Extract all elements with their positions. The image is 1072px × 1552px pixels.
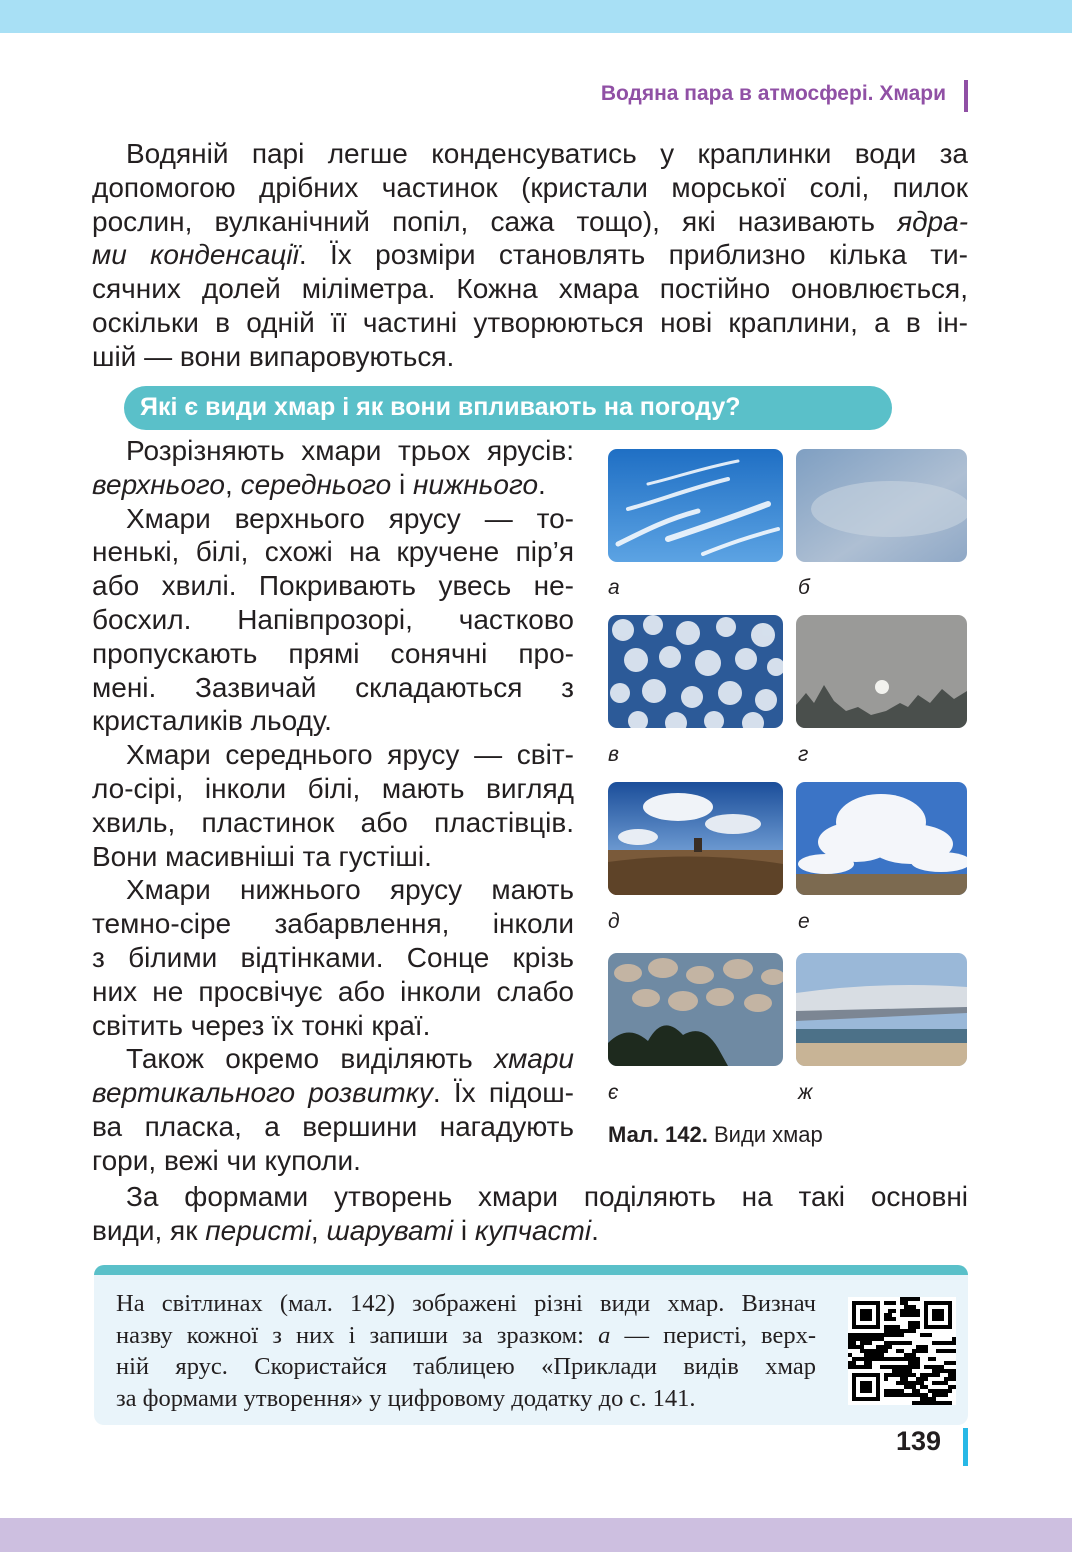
- photo-label-zh: ж: [798, 1081, 813, 1104]
- qr-code-icon[interactable]: [848, 1297, 956, 1405]
- photo-label-a: а: [608, 576, 620, 599]
- top-decorative-band: [0, 0, 1072, 33]
- task-text: [116, 1288, 816, 1414]
- altocumulus-cloud-photo: [608, 615, 783, 728]
- text-line: кристаликів льоду.: [92, 705, 332, 737]
- running-header: Водяна пара в атмосфері. Хмари: [600, 82, 946, 105]
- text-line: На світлинах (мал. 142) зображені різні види хмар. Визнач: [116, 1290, 816, 1317]
- text-line: шій — вони випаровуються.: [92, 340, 455, 372]
- intro-paragraph: [92, 137, 968, 374]
- text-line: сячних долей міліметра. Кожна хмара постійно оновлюється,: [92, 273, 968, 305]
- text-line: або хвилі. Покривають увесь не-: [92, 570, 574, 602]
- figure-caption: [608, 1122, 823, 1148]
- photo-label-h: г: [798, 743, 809, 766]
- text-line: Вони масивніші та густіші.: [92, 840, 432, 872]
- page-number: 139: [896, 1426, 942, 1456]
- text-line: темно-сіре забарвлення, інколи: [92, 908, 574, 940]
- term: ми конденсації: [92, 239, 299, 271]
- figure-number: Мал. 142.: [608, 1122, 708, 1147]
- stratocumulus-cloud-photo: [608, 782, 783, 895]
- cirrus-cloud-photo: [608, 449, 783, 562]
- text-line: рослин, вулканічний попіл, сажа тощо), які називають ядра-: [92, 205, 969, 237]
- section-heading-text: Які є види хмар і як вони впливають на погоду?: [140, 393, 741, 421]
- text-line: назву кожної з них і запиши за зразком: а — перисті, верх-: [116, 1321, 816, 1349]
- section-heading: [124, 386, 892, 430]
- photo-label-ye: є: [608, 1081, 619, 1104]
- text-line: ло-сірі, інколи білі, мають вигляд: [92, 772, 574, 804]
- term: купчасті: [474, 1214, 592, 1246]
- text-line: ній ярус. Скористайся таблицею «Приклади видів хмар: [116, 1353, 816, 1380]
- text-line: за формами утворення» у цифровому додатку до с. 141.: [116, 1384, 696, 1412]
- photo-label-d: д: [608, 910, 620, 933]
- cloud-tiers-text: [92, 434, 574, 1178]
- text-line: Хмари нижнього ярусу мають: [126, 874, 574, 906]
- text-line: За формами утворень хмари поділяють на такі основні: [126, 1181, 968, 1212]
- text-line: Хмари середнього ярусу — світ-: [126, 739, 574, 771]
- text-line: ми конденсації. Їх розміри становлять приблизно кілька ти-: [92, 239, 968, 271]
- page-number-rule: [963, 1428, 968, 1466]
- text-line: ненькі, білі, схожі на кручене пір’я: [92, 536, 574, 568]
- text-line: оскільки в одній її частині утворюються нові краплини, а в ін-: [92, 306, 968, 338]
- text-line: них не просвічує або інколи слабо: [92, 975, 574, 1007]
- mammatus-cloud-photo: [608, 953, 783, 1066]
- text-line: види, як перисті, шаруваті і купчасті.: [92, 1214, 599, 1246]
- text-line: гори, вежі чи куполи.: [92, 1144, 361, 1176]
- text-line: пропускають прямі сонячні про-: [92, 637, 574, 669]
- roll-cloud-photo: [796, 953, 967, 1066]
- text-line: Хмари верхнього ярусу — то-: [126, 502, 574, 534]
- text-line: верхнього, середнього і нижнього.: [92, 468, 546, 500]
- text-line: босхил. Напівпрозорі, частково: [92, 603, 574, 635]
- text-line: мені. Зазвичай складаються з: [92, 671, 574, 703]
- bottom-decorative-band: [0, 1518, 1072, 1552]
- text-line: світить через їх тонкі краї.: [92, 1009, 431, 1041]
- photo-label-b: б: [798, 576, 810, 599]
- term: перисті: [205, 1214, 311, 1246]
- cloud-forms-paragraph: [92, 1180, 968, 1248]
- text-line: вертикального розвитку. Їх підош-: [92, 1077, 574, 1109]
- text-line: хвиль, пластинок або пластівців.: [92, 806, 574, 838]
- term: шаруваті: [326, 1214, 454, 1246]
- header-rule: [964, 80, 968, 112]
- term: ядра-: [897, 205, 969, 237]
- text-line: допомогою дрібних частинок (кристали морської солі, пилок: [92, 171, 968, 203]
- cumulonimbus-cloud-photo: [796, 782, 967, 895]
- text-line: Водяній парі легше конденсуватись у краплинки води за: [126, 138, 968, 169]
- photo-label-v: в: [608, 743, 619, 766]
- text-line: ва пласка, а вершини нагадують: [92, 1110, 574, 1142]
- figure-title: Види хмар: [713, 1122, 823, 1147]
- photo-label-e: е: [798, 910, 810, 933]
- text-line: Розрізняють хмари трьох ярусів:: [126, 435, 574, 466]
- text-line: з білими відтінками. Сонце крізь: [92, 941, 574, 973]
- stratus-fog-photo: [796, 615, 967, 728]
- text-line: Також окремо виділяють хмари: [126, 1043, 574, 1075]
- cirrostratus-cloud-photo: [796, 449, 967, 562]
